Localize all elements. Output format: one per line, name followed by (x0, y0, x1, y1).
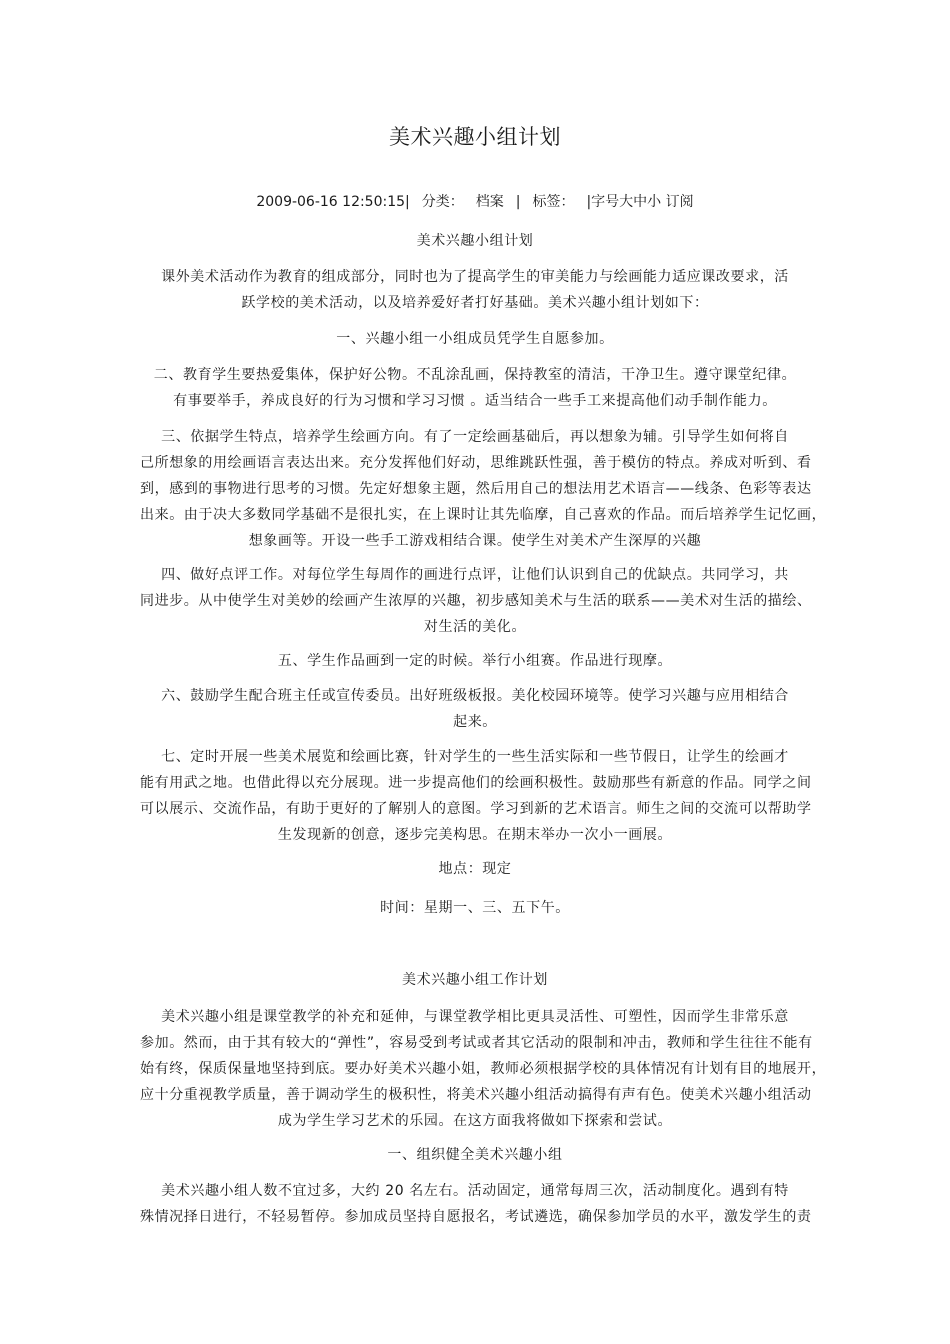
item-4 (140, 562, 810, 640)
paragraph-line: 生发现新的创意，逐步完美构思。在期末举办一次小一画展。 (277, 827, 673, 843)
section2-intro (140, 1004, 827, 1134)
paragraph-line: 美术兴趣小组人数不宜过多，大约 20 名左右。活动固定，通常每周三次，活动制度化。遇到有特 (161, 1183, 789, 1199)
place-line (140, 856, 810, 882)
item-5 (140, 648, 810, 674)
section1-heading-text: 美术兴趣小组计划 (416, 233, 534, 249)
subscribe-link[interactable]: 订阅 (665, 194, 694, 210)
paragraph-line: 到，感到的事物进行思考的习惯。先定好想象主题，然后用自己的想法用艺术语言——线条、色彩等表达 (140, 481, 812, 497)
paragraph-line: 时间：星期一、三、五下午。 (380, 900, 570, 916)
paragraph-line: 地点：现定 (438, 861, 512, 877)
paragraph-line: 有事要举手，养成良好的行为习惯和学习习惯 。适当结合一些手工来提高他们动手制作能力。 (173, 393, 777, 409)
paragraph-line: 想象画等。开设一些手工游戏相结合课。使学生对美术产生深厚的兴趣 (248, 533, 702, 549)
page-title: 美术兴趣小组计划 (389, 125, 561, 149)
font-size-links[interactable]: |字号大中小 (586, 194, 662, 210)
post-meta (0, 192, 950, 212)
paragraph-line: 六、鼓励学生配合班主任或宣传委员。出好班级板报。美化校园环境等。使学习兴趣与应用相结合 (161, 688, 789, 704)
section1-heading (140, 228, 810, 254)
paragraph-line: 对生活的美化。 (423, 619, 527, 635)
paragraph-line: 跃学校的美术活动，以及培养爱好者打好基础。美术兴趣小组计划如下： (241, 295, 709, 311)
paragraph-line: 成为学生学习艺术的乐园。在这方面我将做如下探索和尝试。 (277, 1113, 673, 1129)
tags-label: 标签： (532, 194, 575, 210)
section2-heading-text: 美术兴趣小组工作计划 (402, 972, 548, 988)
category-link[interactable]: 档案 (475, 194, 504, 210)
sub-heading-text: 一、组织健全美术兴趣小组 (387, 1147, 563, 1163)
paragraph-line: 殊情况择日进行，不轻易暂停。参加成员坚持自愿报名，考试遴选，确保参加学员的水平，激发学生的责 (140, 1209, 812, 1225)
post-datetime: 2009-06-16 12:50:15| (256, 194, 410, 210)
section2-sub1-body (140, 1178, 810, 1230)
paragraph-line: 出来。由于决大多数同学基础不是很扎实，在上课时让其先临摩，自己喜欢的作品。而后培养学生记忆画， (140, 507, 827, 523)
paragraph-line: 可以展示、交流作品，有助于更好的了解别人的意图。学习到新的艺术语言。师生之间的交流可以帮助学 (140, 801, 812, 817)
paragraph-line: 课外美术活动作为教育的组成部分，同时也为了提高学生的审美能力与绘画能力适应课改要求，活 (161, 269, 789, 285)
item-3 (140, 424, 827, 554)
paragraph-line: 同进步。从中使学生对美妙的绘画产生浓厚的兴趣，初步感知美术与生活的联系——美术对生活的描绘、 (140, 593, 812, 609)
section1-intro (140, 264, 810, 316)
paragraph-line: 始有终，保质保量地坚持到底。要办好美术兴趣小姐，教师必须根据学校的具体情况有计划有目的地展开， (140, 1061, 827, 1077)
section2-sub1-heading (140, 1142, 810, 1168)
paragraph-line: 己所想象的用绘画语言表达出来。充分发挥他们好动，思维跳跃性强，善于模仿的特点。养成对听到、看 (140, 455, 812, 471)
paragraph-line: 能有用武之地。也借此得以充分展现。进一步提高他们的绘画积极性。鼓励那些有新意的作品。同学之间 (140, 775, 812, 791)
paragraph-line: 起来。 (453, 714, 497, 730)
paragraph-line: 参加。然而，由于其有较大的“弹性”，容易受到考试或者其它活动的限制和冲击，教师和学生往往不能有 (140, 1035, 813, 1051)
paragraph-line: 七、定时开展一些美术展览和绘画比赛，针对学生的一些生活实际和一些节假日，让学生的绘画才 (161, 749, 789, 765)
category-label: 分类： (421, 194, 464, 210)
paragraph-line: 五、学生作品画到一定的时候。举行小组赛。作品进行现摩。 (277, 653, 673, 669)
item-7 (140, 744, 810, 848)
item-2 (140, 362, 810, 414)
meta-separator: | (515, 194, 521, 210)
paragraph-line: 二、教育学生要热爱集体，保护好公物。不乱涂乱画，保持教室的清洁，干净卫生。遵守课堂纪律。 (153, 367, 797, 383)
paragraph-line: 美术兴趣小组是课堂教学的补充和延伸，与课堂教学相比更具灵活性、可塑性，因而学生非常乐意 (161, 1009, 789, 1025)
item-1 (140, 326, 810, 352)
time-line (140, 895, 810, 921)
paragraph-line: 三、依据学生特点，培养学生绘画方向。有了一定绘画基础后，再以想象为辅。引导学生如何将自 (161, 429, 789, 445)
section2-heading (140, 967, 810, 993)
paragraph-line: 应十分重视教学质量，善于调动学生的极积性，将美术兴趣小组活动搞得有声有色。使美术兴趣小组活动 (140, 1087, 812, 1103)
item-6 (140, 683, 810, 735)
paragraph-line: 一、兴趣小组一小组成员凭学生自愿参加。 (336, 331, 614, 347)
paragraph-line: 四、做好点评工作。对每位学生每周作的画进行点评，让他们认识到自己的优缺点。共同学习，共 (161, 567, 789, 583)
